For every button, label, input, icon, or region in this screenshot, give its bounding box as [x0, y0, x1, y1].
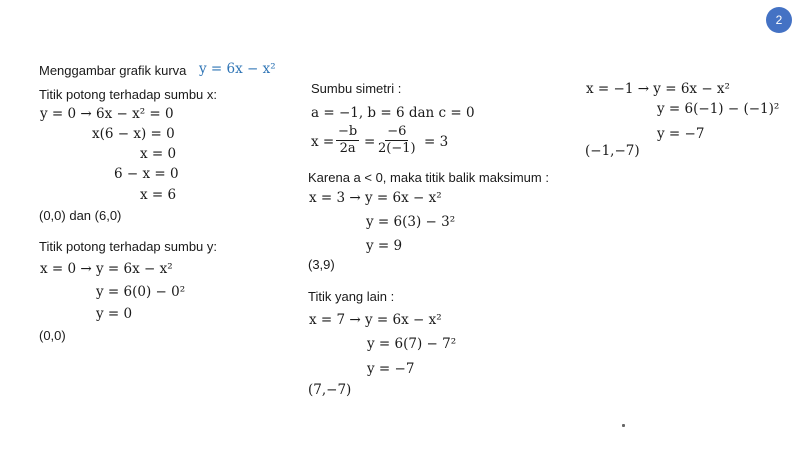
- maximum-result: (3,9): [308, 257, 335, 272]
- x-intercept-step-1: y = 0 → 6x − x² = 0: [40, 106, 174, 122]
- fraction-1-numerator: −b: [338, 124, 358, 139]
- fraction-1-denominator: 2a: [339, 141, 356, 156]
- stray-mark: [622, 424, 625, 427]
- x-intercept-step-5: x = 6: [140, 187, 177, 203]
- other-point-heading: Titik yang lain :: [308, 289, 395, 304]
- equals-sign: =: [364, 134, 376, 150]
- extra-point-step-1: x = −1 → y = 6x − x²: [586, 81, 730, 97]
- x-intercept-heading: Titik potong terhadap sumbu x:: [39, 87, 218, 102]
- y-intercept-step-2: y = 6(0) − 0²: [96, 284, 186, 300]
- symmetry-formula-lhs: x =: [311, 134, 335, 150]
- other-point-step-2: y = 6(7) − 7²: [367, 336, 457, 352]
- y-intercept-step-1: x = 0 → y = 6x − x²: [40, 261, 173, 277]
- extra-point-step-2: y = 6(−1) − (−1)²: [657, 101, 780, 117]
- other-point-result: (7,−7): [308, 382, 352, 398]
- x-intercept-step-4: 6 − x = 0: [114, 166, 179, 182]
- maximum-heading: Karena a < 0, maka titik balik maksimum :: [308, 170, 549, 185]
- title-expression: y = 6x − x²: [199, 61, 276, 77]
- maximum-step-1: x = 3 → y = 6x − x²: [309, 190, 442, 206]
- x-intercept-step-3: x = 0: [140, 146, 177, 162]
- maximum-step-3: y = 9: [366, 238, 403, 254]
- page-number-badge: 2: [766, 7, 792, 33]
- title-text: Menggambar grafik kurva: [39, 63, 187, 78]
- extra-point-step-3: y = −7: [657, 126, 705, 142]
- y-intercept-step-3: y = 0: [96, 306, 133, 322]
- fraction-2-numerator: −6: [387, 124, 407, 139]
- maximum-step-2: y = 6(3) − 3²: [366, 214, 456, 230]
- symmetry-fraction-2: [378, 125, 416, 156]
- symmetry-heading: Sumbu simetri :: [311, 81, 402, 96]
- symmetry-fraction-1: [336, 125, 359, 156]
- fraction-2-denominator: 2(−1): [378, 141, 416, 156]
- x-intercept-result: (0,0) dan (6,0): [39, 208, 122, 223]
- symmetry-formula-result: = 3: [424, 134, 449, 150]
- other-point-step-3: y = −7: [367, 361, 415, 377]
- y-intercept-heading: Titik potong terhadap sumbu y:: [39, 239, 218, 254]
- symmetry-coefficients: a = −1, b = 6 dan c = 0: [311, 105, 475, 121]
- extra-point-result: (−1,−7): [585, 143, 640, 159]
- other-point-step-1: x = 7 → y = 6x − x²: [309, 312, 442, 328]
- x-intercept-step-2: x(6 − x) = 0: [92, 126, 175, 142]
- y-intercept-result: (0,0): [39, 328, 66, 343]
